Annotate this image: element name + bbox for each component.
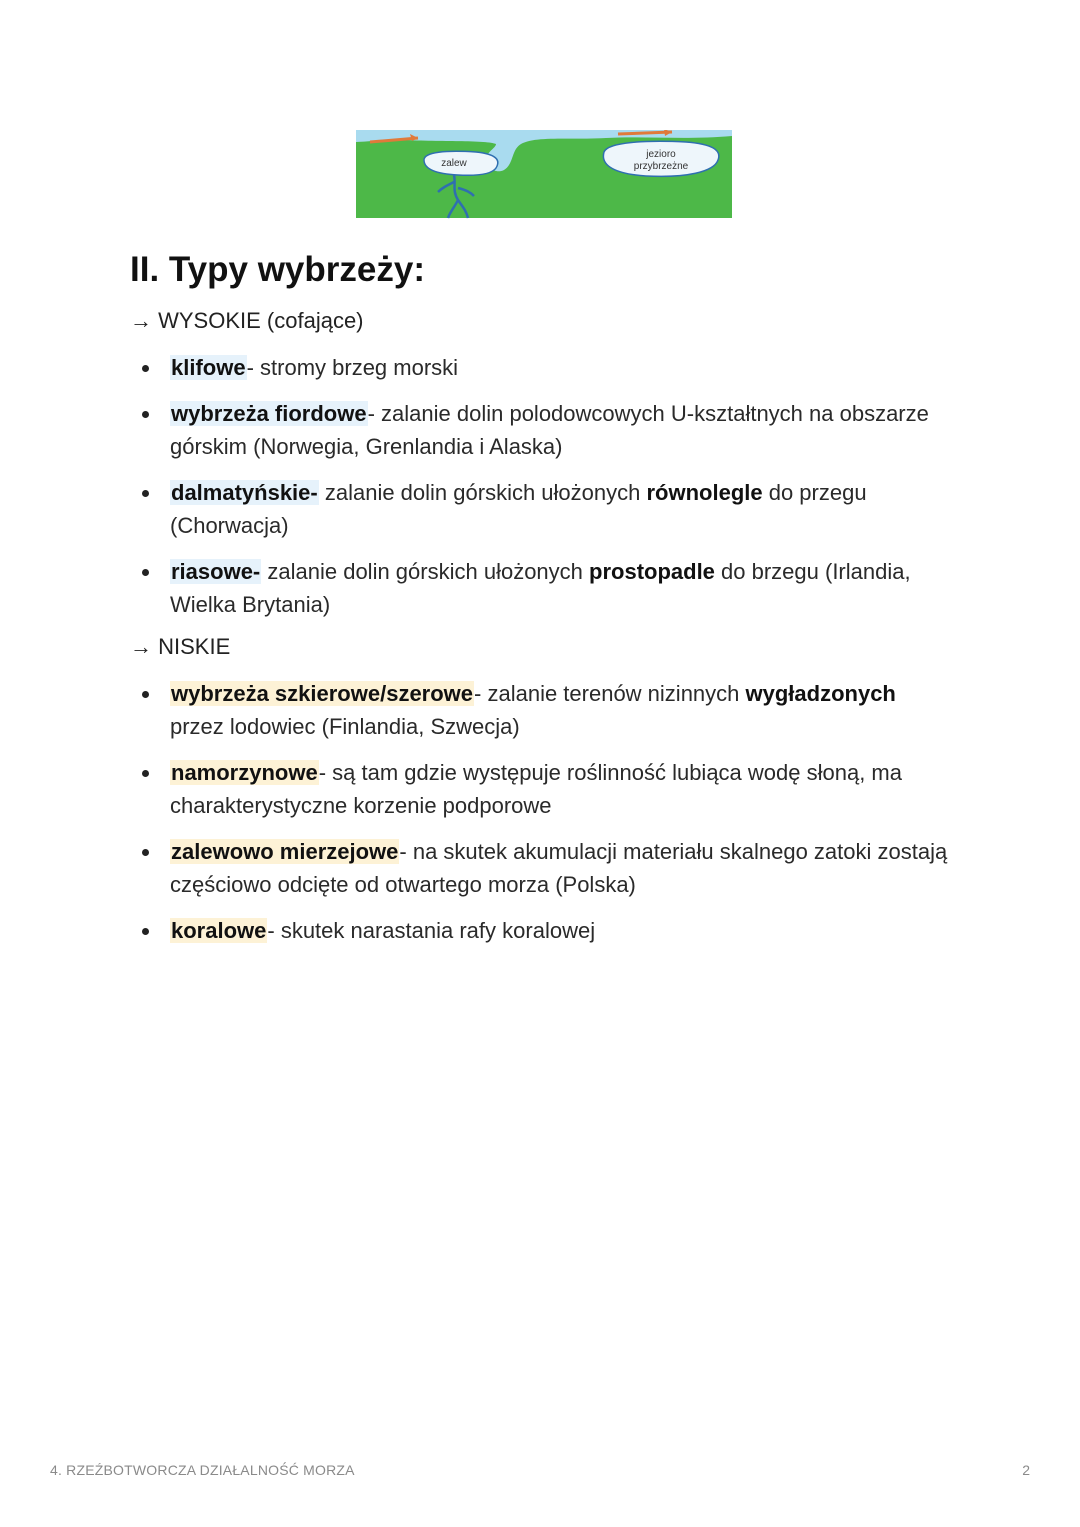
keyword: wygładzonych — [745, 681, 896, 706]
label-zalew: zalew — [441, 158, 467, 169]
list-item — [130, 397, 950, 463]
footer-page-number: 2 — [1022, 1462, 1030, 1478]
description: zalanie dolin górskich ułożonych — [261, 559, 590, 584]
arrow-right — [618, 132, 672, 134]
description: do brzegu (Irlandia, Wielka Brytania) — [170, 559, 911, 617]
list-item — [130, 476, 950, 542]
list-item — [130, 351, 950, 384]
description: - zalanie dolin polodowcowych U-kształtnych na obszarze górskim (Norwegia, Grenlandia i Alaska) — [170, 401, 929, 459]
description: - na skutek akumulacji materiału skalnego zatoki zostają częściowo odcięte od otwartego morza (Polska) — [170, 839, 948, 897]
list-item — [130, 555, 950, 621]
group-label-high: → WYSOKIE (cofające) — [130, 308, 364, 333]
section-heading: II. Typy wybrzeży: — [130, 250, 425, 289]
description: przez lodowiec (Finlandia, Szwecja) — [170, 714, 520, 739]
term: koralowe — [171, 918, 267, 943]
term: wybrzeża szkierowe/szerowe — [171, 681, 474, 706]
description: - zalanie terenów nizinnych — [474, 681, 746, 706]
description: - stromy brzeg morski — [246, 355, 459, 380]
term: namorzynowe — [171, 760, 318, 785]
coast-diagram-svg — [346, 130, 734, 220]
term: wybrzeża fiordowe — [171, 401, 367, 426]
group-label-low: → NISKIE — [130, 634, 231, 659]
list-item — [130, 756, 950, 822]
list-item — [130, 835, 950, 901]
high-coast-list — [130, 351, 950, 634]
label-jezioro: jezioro — [646, 149, 676, 160]
list-item — [130, 914, 950, 947]
description: zalanie dolin górskich ułożonych — [318, 480, 647, 505]
list-item — [130, 677, 950, 743]
description: do przegu (Chorwacja) — [170, 480, 867, 538]
keyword: równolegle — [646, 480, 763, 505]
description: - skutek narastania rafy koralowej — [267, 918, 596, 943]
term: klifowe — [171, 355, 246, 380]
low-coast-list — [130, 677, 950, 960]
footer-document-title: 4. RZEŹBOTWORCZA DZIAŁALNOŚĆ MORZA — [50, 1462, 355, 1478]
keyword: prostopadle — [589, 559, 715, 584]
term: riasowe- — [171, 559, 261, 584]
label-przybrzezne: przybrzeżne — [633, 161, 689, 172]
description: - są tam gdzie występuje roślinność lubiąca wodę słoną, ma charakterystyczne korzenie podporowe — [170, 760, 902, 818]
coast-diagram — [346, 130, 734, 220]
term: zalewowo mierzejowe — [171, 839, 399, 864]
term: dalmatyńskie- — [171, 480, 318, 505]
